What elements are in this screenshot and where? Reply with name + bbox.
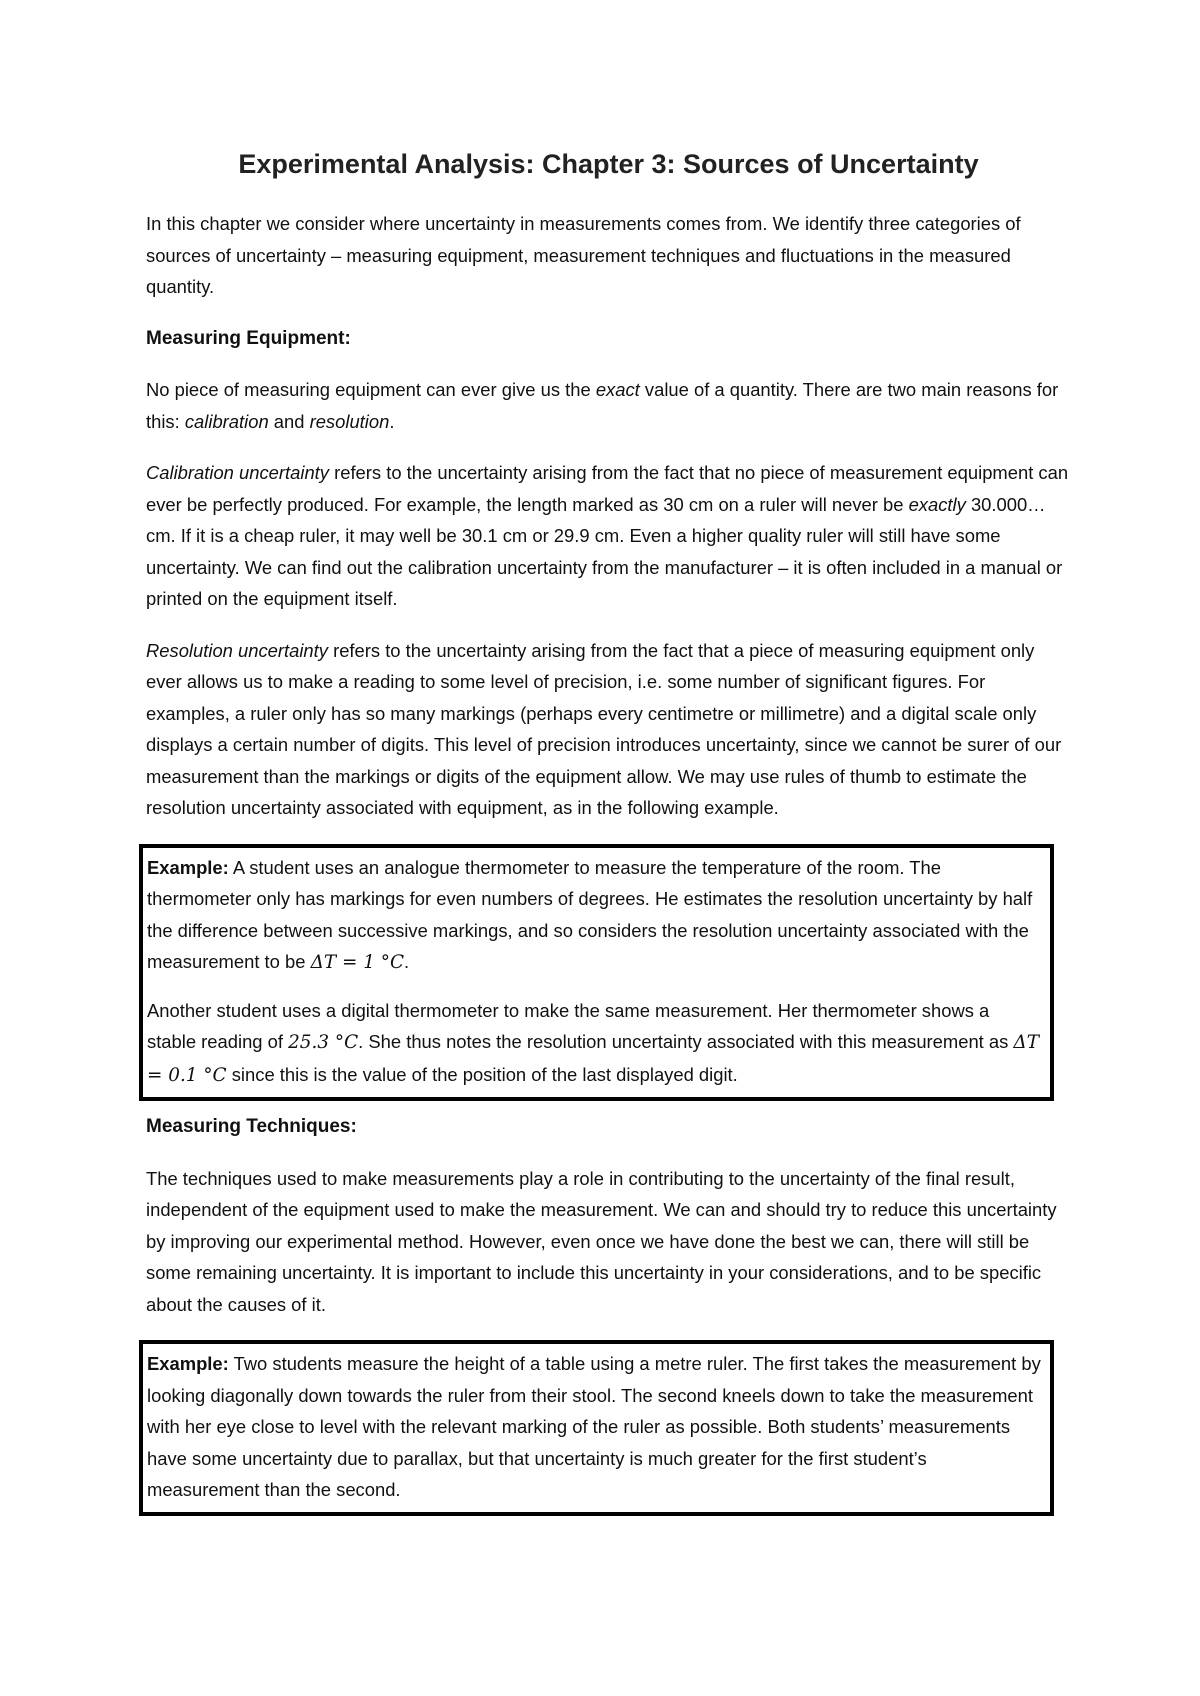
math-expression: 25.3 °C xyxy=(288,1032,359,1053)
emphasis-calibration: calibration xyxy=(184,410,269,432)
page-title: Experimental Analysis: Chapter 3: Sources of Uncertainty xyxy=(238,149,979,179)
example-label: Example: xyxy=(147,856,229,878)
measuring-equipment-heading: Measuring Equipment: xyxy=(146,327,351,349)
intro-paragraph: In this chapter we consider where uncertainty in measurements comes from. We identify three categories of sources of uncertainty – measuring equipment, measurement techniques and fluctuations in the measured quantity. xyxy=(146,213,1021,297)
techniques-paragraph: The techniques used to make measurements play a role in contributing to the uncertainty of the final result, independent of the equipment used to make the measurement. We can and should try to reduce this uncertainty by improving our experimental method. However, even once we have done the best we can, there will still be some remaining uncertainty. It is important to include this uncertainty in your considerations, and to be specific about the causes of it. xyxy=(146,1167,1057,1315)
resolution-paragraph xyxy=(146,635,1071,824)
example-label: Example: xyxy=(147,1353,229,1374)
text-run: Another student uses a digital thermometer to make the same measurement. Her thermometer shows a stable reading of xyxy=(147,999,990,1052)
calibration-paragraph xyxy=(146,457,1071,615)
text-run: since this is the value of the position of the last displayed digit. xyxy=(226,1063,738,1085)
example-1-paragraph-2 xyxy=(147,995,1042,1092)
text-run: . xyxy=(404,951,410,972)
resolution-term: Resolution uncertainty xyxy=(146,639,328,661)
emphasis-resolution: resolution xyxy=(309,410,390,432)
example-2-paragraph xyxy=(147,1348,1042,1506)
text-run: A student uses an analogue thermometer to measure the temperature of the room. The thermometer only has markings for even numbers of degrees. He estimates the resolution uncertainty by half the difference between successive markings, and so considers the resolution uncertainty associated with the measurement to be xyxy=(147,856,1033,972)
text-run: refers to the uncertainty arising from the fact that a piece of measuring equipment only ever allows us to make a reading to some level of precision, i.e. some number of significant figures. For examples, a ruler only has so many markings (perhaps every centimetre or millimetre) and a digital scale only displays a certain number of digits. This level of precision introduces uncertainty, since we cannot be surer of our measurement than the markings or digits of the equipment allow. We may use rules of thumb to estimate the resolution uncertainty associated with equipment, as in the following example. xyxy=(146,639,1062,818)
example-box-thermometer xyxy=(139,844,1054,1102)
example-box-parallax xyxy=(139,1340,1054,1516)
text-run: Two students measure the height of a table using a metre ruler. The first takes the measurement by looking diagonally down towards the ruler from their stool. The second kneels down to take the measurement with her eye close to level with the relevant marking of the ruler as possible. Both students’ measurements have some uncertainty due to parallax, but that uncertainty is much greater for the first student’s measurement than the second. xyxy=(147,1353,1041,1500)
emphasis-exactly: exactly xyxy=(908,493,966,515)
measuring-techniques-heading: Measuring Techniques: xyxy=(146,1116,357,1137)
document-body xyxy=(146,146,1071,1526)
text-run: refers to the uncertainty arising from the fact that no piece of measurement equipment can ever be perfectly produced. For example, the length marked as 30 cm on a ruler will never be xyxy=(146,462,1069,515)
emphasis-exact: exact xyxy=(595,379,640,400)
math-expression: ΔT = 0.1 °C xyxy=(147,1032,1039,1086)
text-run: and xyxy=(268,410,310,432)
text-run: . xyxy=(389,410,395,432)
text-run: . She thus notes the resolution uncertainty associated with this measurement as xyxy=(358,1031,1014,1052)
text-run: 30.000… cm. If it is a cheap ruler, it may well be 30.1 cm or 29.9 cm. Even a higher quality ruler will still have some uncertainty. We can find out the calibration uncertainty from the manufacturer – it is often included in a manual or printed on the equipment itself. xyxy=(146,493,1063,609)
equipment-paragraph xyxy=(146,374,1071,437)
example-1-paragraph-1 xyxy=(147,852,1042,979)
text-run: value of a quantity. There are two main reasons for this: xyxy=(146,379,1059,432)
calibration-term: Calibration uncertainty xyxy=(146,462,329,483)
math-expression: ΔT = 1 °C xyxy=(310,952,405,973)
text-run: No piece of measuring equipment can ever give us the xyxy=(146,379,596,400)
